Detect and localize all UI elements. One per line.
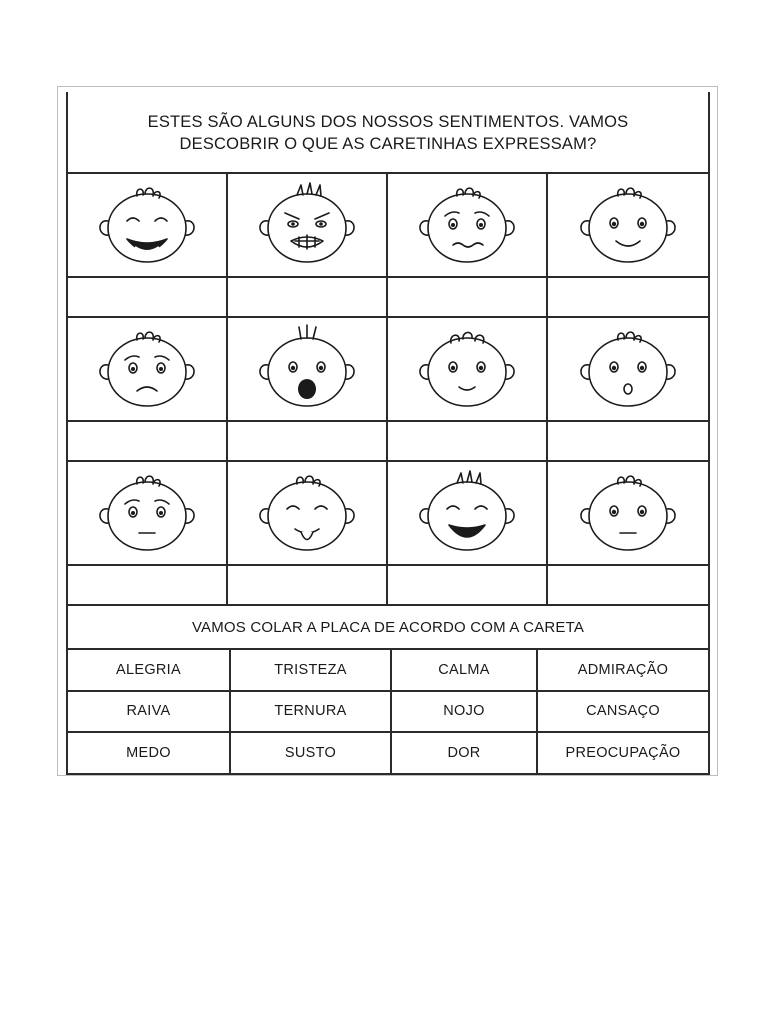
head-outline xyxy=(108,482,186,550)
mouth xyxy=(298,379,316,399)
right-pupil xyxy=(640,510,644,514)
labels-grid xyxy=(68,650,708,775)
head-outline xyxy=(428,482,506,550)
unsure-face-icon xyxy=(87,467,207,559)
emotion-label: CANSAÇO xyxy=(538,692,708,734)
left-pupil xyxy=(291,222,295,226)
angry-face-icon xyxy=(247,179,367,271)
emotion-label: TERNURA xyxy=(231,692,392,734)
emotion-label: NOJO xyxy=(392,692,538,734)
left-pupil xyxy=(451,223,455,227)
worksheet xyxy=(66,92,710,775)
face-group xyxy=(68,174,228,318)
teeth xyxy=(295,235,319,249)
face-cell xyxy=(388,174,546,278)
emotion-label: ADMIRAÇÃO xyxy=(538,650,708,692)
face-cell xyxy=(68,318,226,422)
shocked-face-icon xyxy=(247,323,367,415)
right-pupil xyxy=(159,367,163,371)
emotion-label: CALMA xyxy=(392,650,538,692)
emotion-label: SUSTO xyxy=(231,733,392,775)
head-outline xyxy=(428,338,506,406)
face-group xyxy=(228,462,388,606)
emotion-label: RAIVA xyxy=(68,692,231,734)
answer-box[interactable] xyxy=(548,278,708,316)
face-cell xyxy=(68,462,226,566)
hair xyxy=(299,325,316,339)
face-group xyxy=(228,174,388,318)
right-pupil xyxy=(159,511,163,515)
head-outline xyxy=(108,338,186,406)
head-outline xyxy=(428,194,506,262)
face-cell xyxy=(548,318,708,422)
face-cell xyxy=(228,462,386,566)
crying-face-icon xyxy=(407,467,527,559)
right-pupil xyxy=(319,366,323,370)
face-group xyxy=(548,462,708,606)
left-pupil xyxy=(131,511,135,515)
left-pupil xyxy=(612,222,616,226)
face-group xyxy=(388,318,548,462)
emotion-label: PREOCUPAÇÃO xyxy=(538,733,708,775)
instruction-row xyxy=(68,606,708,650)
worried-face-icon xyxy=(407,179,527,271)
right-pupil xyxy=(319,222,323,226)
left-pupil xyxy=(131,367,135,371)
face-cell xyxy=(388,318,546,422)
surprised-face-icon xyxy=(568,323,688,415)
answer-box[interactable] xyxy=(388,422,546,460)
faces-grid xyxy=(68,174,708,606)
face-group xyxy=(548,318,708,462)
face-group xyxy=(228,318,388,462)
left-pupil xyxy=(291,366,295,370)
face-group xyxy=(548,174,708,318)
answer-box[interactable] xyxy=(548,422,708,460)
face-cell xyxy=(68,174,226,278)
right-pupil xyxy=(479,366,483,370)
worksheet-heading xyxy=(68,92,708,174)
tired-face-icon xyxy=(568,467,688,559)
tender-face-icon xyxy=(407,323,527,415)
smiling-face-icon xyxy=(568,179,688,271)
right-pupil xyxy=(640,366,644,370)
head-outline xyxy=(589,194,667,262)
heading-line-1: ESTES SÃO ALGUNS DOS NOSSOS SENTIMENTOS. VAMOS xyxy=(147,113,629,131)
face-group xyxy=(388,174,548,318)
answer-box[interactable] xyxy=(68,422,226,460)
answer-box[interactable] xyxy=(228,278,386,316)
heading-text xyxy=(148,109,629,155)
head-outline xyxy=(268,194,346,262)
right-pupil xyxy=(479,223,483,227)
face-cell xyxy=(388,462,546,566)
laughing-face-icon xyxy=(87,179,207,271)
face-cell xyxy=(228,318,386,422)
answer-box[interactable] xyxy=(68,278,226,316)
face-group xyxy=(68,462,228,606)
answer-box[interactable] xyxy=(388,566,546,604)
head-outline xyxy=(589,338,667,406)
tongue-out-face-icon xyxy=(247,467,367,559)
sad-face-icon xyxy=(87,323,207,415)
head-outline xyxy=(589,482,667,550)
answer-box[interactable] xyxy=(548,566,708,604)
left-pupil xyxy=(612,510,616,514)
heading-line-2: DESCOBRIR O QUE AS CARETINHAS EXPRESSAM? xyxy=(179,135,597,153)
answer-box[interactable] xyxy=(228,566,386,604)
left-pupil xyxy=(612,366,616,370)
answer-box[interactable] xyxy=(388,278,546,316)
instruction-text: VAMOS COLAR A PLACA DE ACORDO COM A CARETA xyxy=(191,618,585,636)
emotion-label: ALEGRIA xyxy=(68,650,231,692)
right-pupil xyxy=(640,222,644,226)
face-group xyxy=(388,462,548,606)
face-cell xyxy=(228,174,386,278)
left-pupil xyxy=(451,366,455,370)
emotion-label: TRISTEZA xyxy=(231,650,392,692)
face-cell xyxy=(548,174,708,278)
emotion-label: DOR xyxy=(392,733,538,775)
answer-box[interactable] xyxy=(68,566,226,604)
answer-box[interactable] xyxy=(228,422,386,460)
face-group xyxy=(68,318,228,462)
emotion-label: MEDO xyxy=(68,733,231,775)
face-cell xyxy=(548,462,708,566)
